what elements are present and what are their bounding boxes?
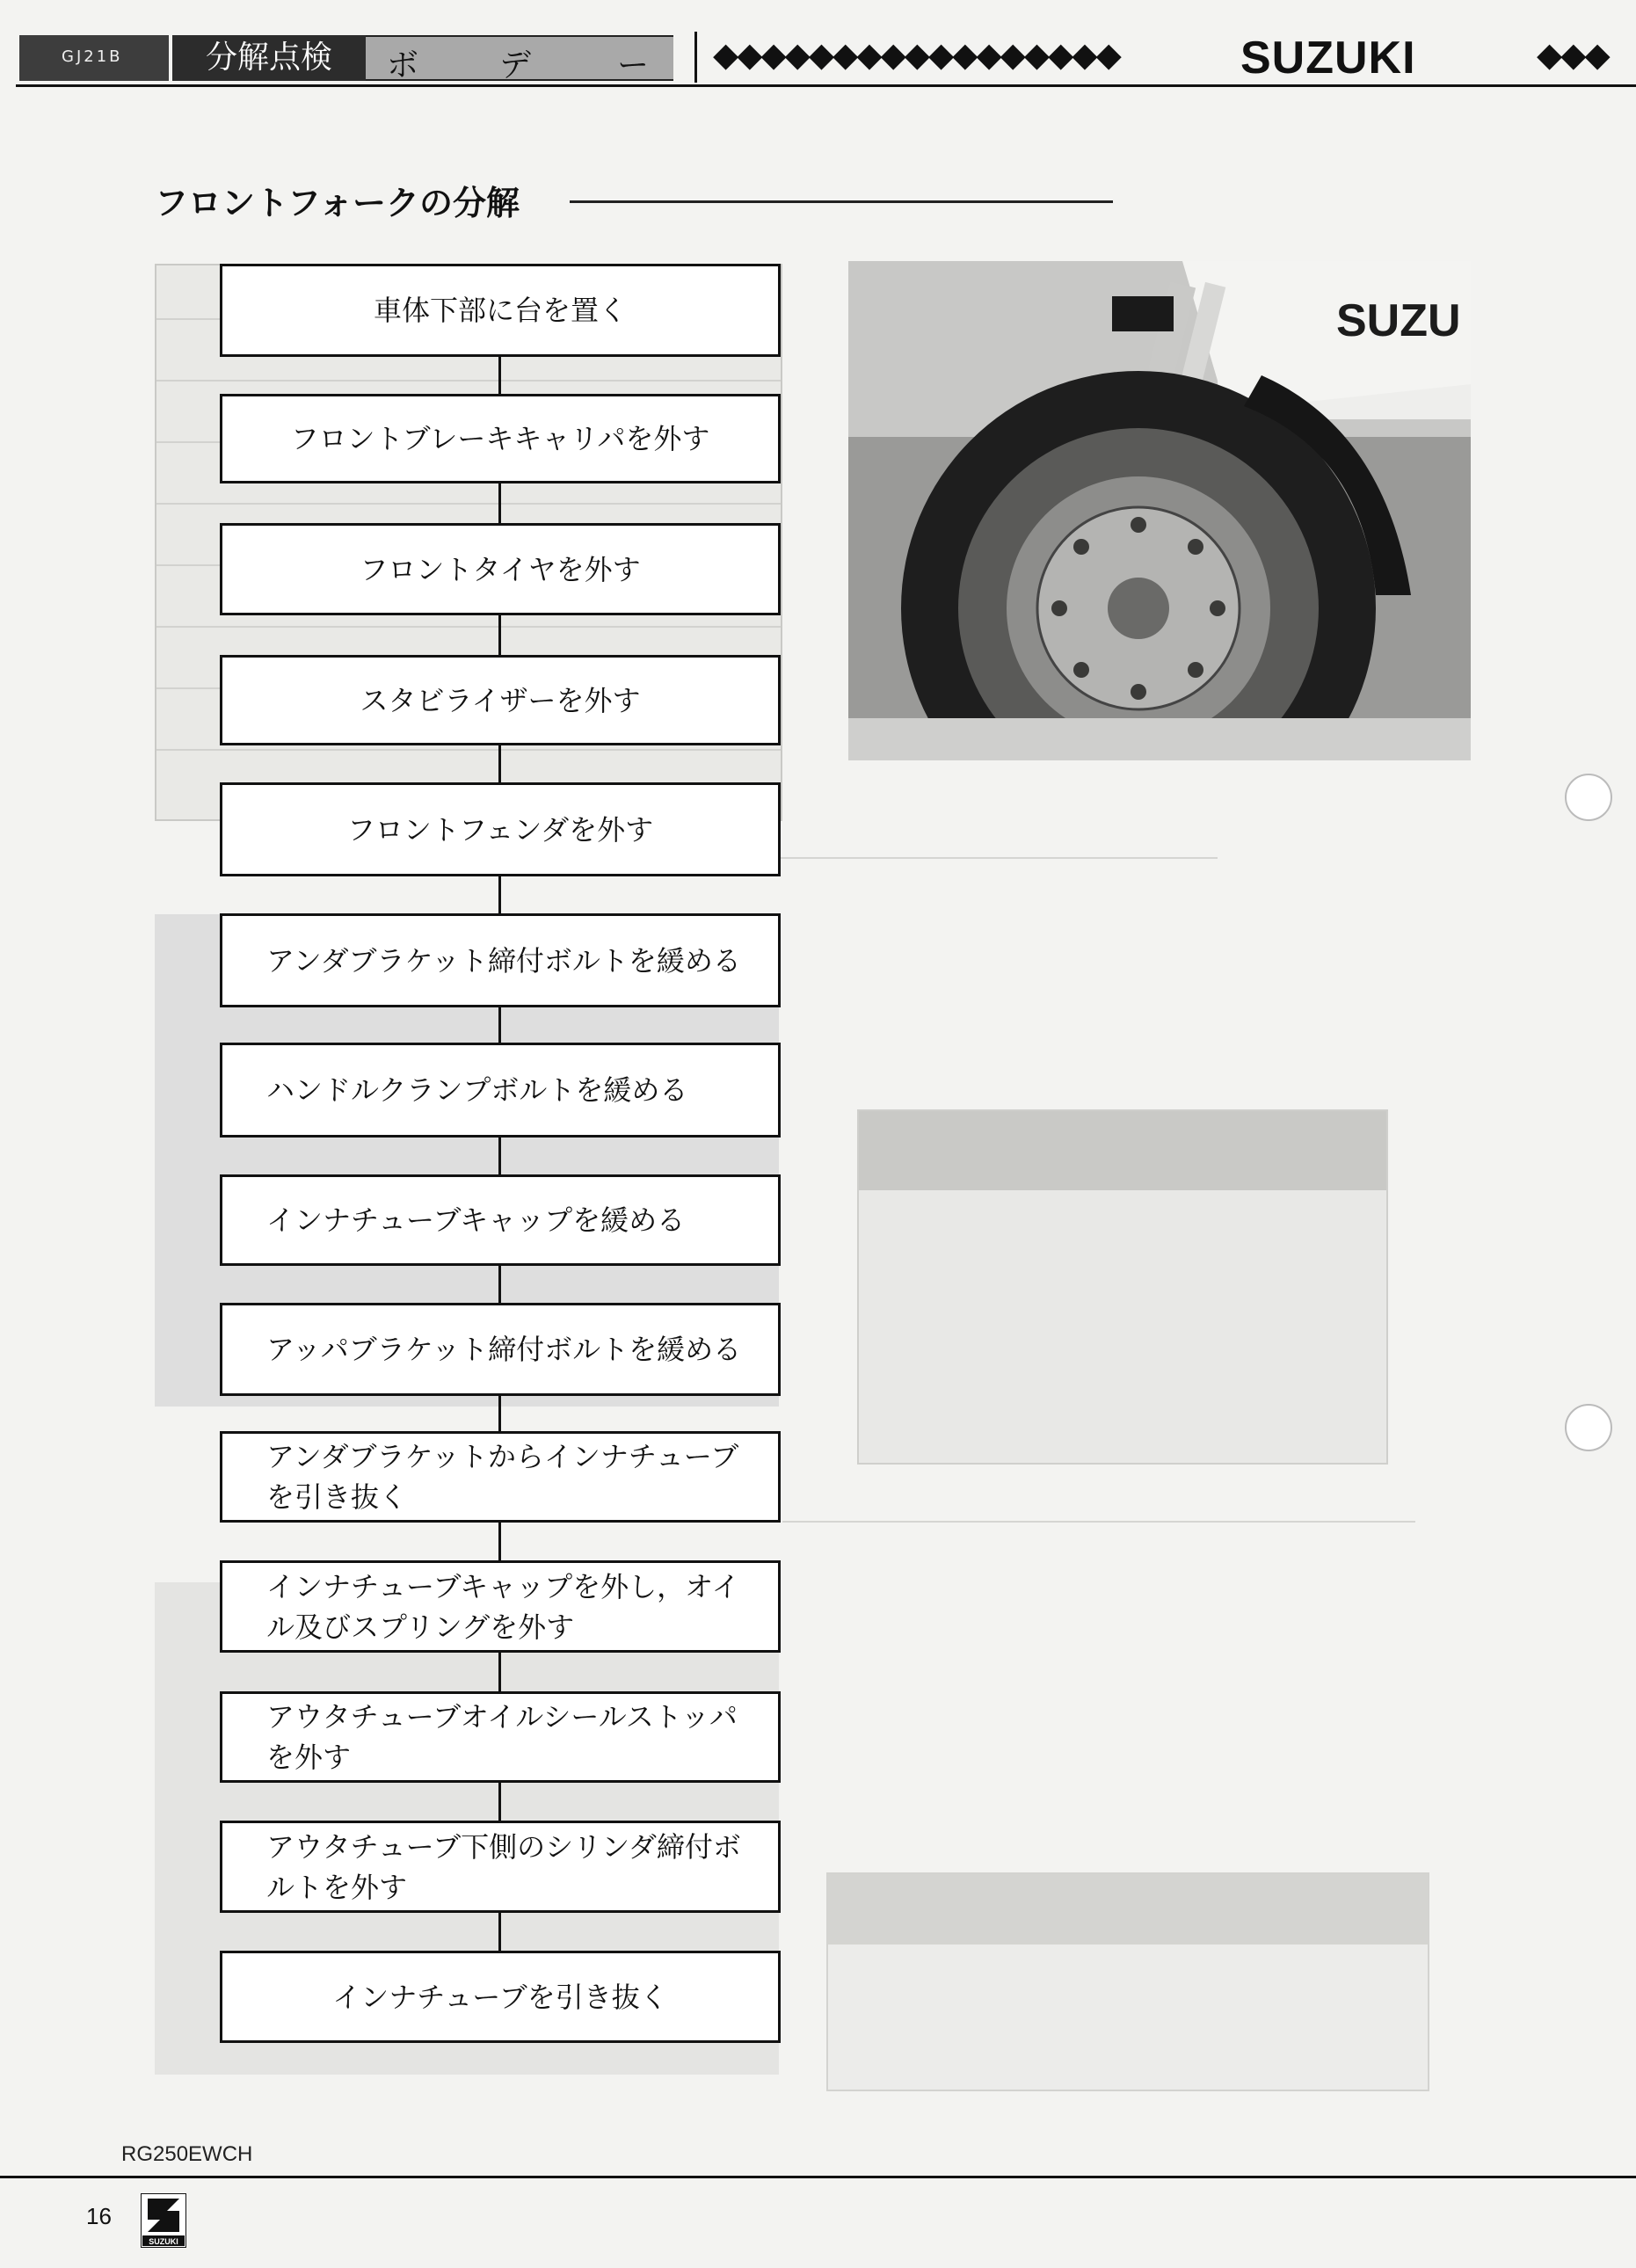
binder-hole — [1565, 1404, 1612, 1451]
brand-banner — [694, 32, 1636, 83]
flow-step: アンダブラケット締付ボルトを緩める — [220, 913, 781, 1007]
suzuki-logo — [141, 2193, 186, 2248]
flow-step: アンダブラケットからインナチューブを引き抜く — [220, 1431, 781, 1523]
flow-connector — [498, 1523, 501, 1560]
subsection-tab — [366, 35, 673, 84]
subsection-char: ボ — [387, 47, 419, 84]
flow-connector — [498, 357, 501, 394]
flow-step: インナチューブキャップを外し，オイル及びスプリングを外す — [220, 1560, 781, 1653]
flow-connector — [498, 1396, 501, 1431]
page-number: 16 — [86, 2203, 112, 2229]
front-fork-photo — [848, 261, 1471, 760]
model-code-tab — [19, 35, 169, 81]
flow-step: ハンドルクランプボルトを緩める — [220, 1043, 781, 1138]
model-code: GJ21B — [62, 47, 123, 66]
ghost-table — [826, 1872, 1429, 2091]
fairing-decal: SUZU — [1336, 295, 1461, 346]
section-title-rule — [570, 200, 1113, 203]
diamond-ornament-tail: ◆◆◆ — [1537, 35, 1609, 74]
flow-step: フロントブレーキキャリパを外す — [220, 394, 781, 483]
flow-connector — [498, 615, 501, 655]
flow-connector — [498, 1653, 501, 1691]
flow-step: インナチューブを引き抜く — [220, 1951, 781, 2043]
subsection-char: ー — [617, 47, 650, 84]
flow-connector — [498, 1266, 501, 1303]
flow-step: アウタチューブ下側のシリンダ締付ボルトを外す — [220, 1821, 781, 1913]
section-title: フロントフォークの分解 — [155, 184, 520, 222]
binder-hole — [1565, 774, 1612, 821]
section-tab: 分解点検 — [172, 35, 366, 81]
flow-step: アウタチューブオイルシールストッパを外す — [220, 1691, 781, 1783]
flow-connector — [498, 1783, 501, 1821]
brand-name: SUZUKI — [1240, 33, 1416, 84]
ghost-table — [857, 1109, 1388, 1465]
flow-step: 車体下部に台を置く — [220, 264, 781, 357]
flow-connector — [498, 1913, 501, 1951]
flow-step: フロントフェンダを外す — [220, 782, 781, 876]
flow-step: インナチューブキャップを緩める — [220, 1174, 781, 1266]
flow-connector — [498, 1007, 501, 1043]
header-rule — [16, 84, 1636, 87]
ghost-rule — [782, 1521, 1415, 1523]
flow-connector — [498, 745, 501, 782]
flow-connector — [498, 483, 501, 523]
footer-rule — [0, 2176, 1636, 2178]
model-designation: RG250EWCH — [121, 2142, 253, 2166]
flow-connector — [498, 1138, 501, 1174]
flow-step: アッパブラケット締付ボルトを緩める — [220, 1303, 781, 1396]
svg-text:SUZUKI: SUZUKI — [149, 2237, 178, 2246]
diamond-ornament: ◆◆◆◆◆◆◆◆◆◆◆◆◆◆◆◆◆ — [713, 35, 1120, 74]
motorcycle-front-wheel-image — [848, 261, 1471, 760]
flow-connector — [498, 876, 501, 913]
subsection-char: デ — [499, 47, 532, 84]
flow-step: スタビライザーを外す — [220, 655, 781, 745]
flow-step: フロントタイヤを外す — [220, 523, 781, 615]
